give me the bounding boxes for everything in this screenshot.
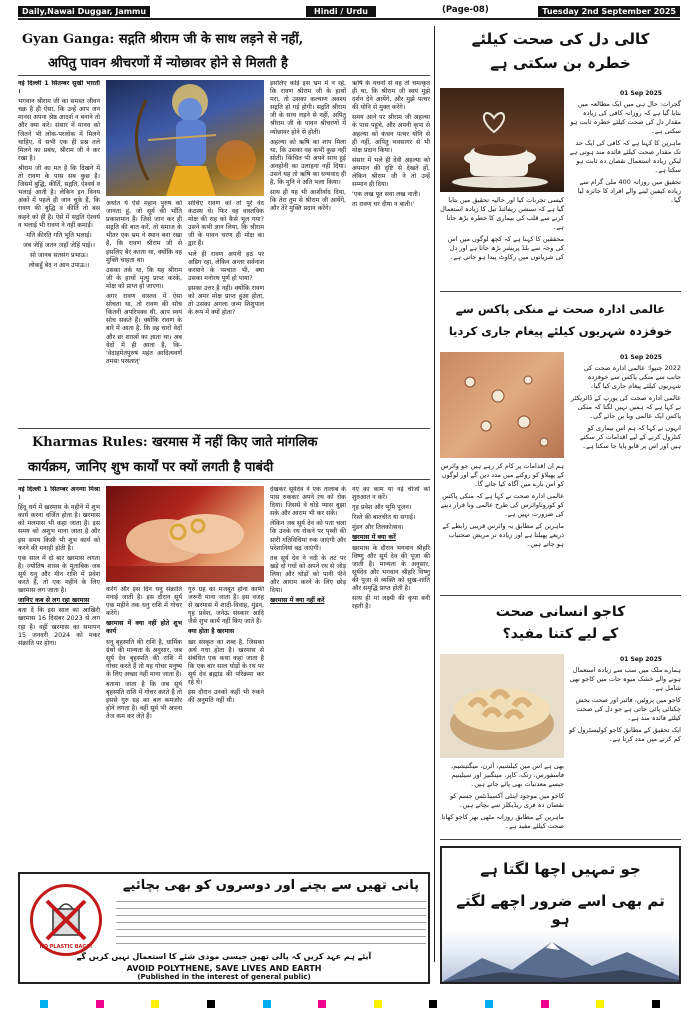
cashew-left-column xyxy=(440,762,564,838)
monkeypox-left-para: ماہرین کے مطابق یہ وائرس قریبی رابطے کے ذریعے پھیلتا ہے اور زیادہ تر مریض صحتیاب ہو جاتے ہیں۔ xyxy=(442,522,564,548)
kharmas-col2-para: बताया जाता है कि जब सूर्य बृहस्पति राशि में गोचर करते हैं तो इससे गुरु ग्रह का बल कमजोर होने लगता है। वहीं सूर्य भी अपना तेज कम कर लेते हैं। xyxy=(106,681,182,721)
monkeypox-left-column xyxy=(440,462,564,592)
gyan-col1-verse: लोकहुँ बेद न आन उपाऊ।। xyxy=(28,261,90,269)
kharmas-column-2 xyxy=(106,586,182,866)
kharmas-col1-dateline: नई दिल्ली 1 सितम्बर अनन्या मिश्रा । xyxy=(18,486,100,502)
gyan-col5-verse: ता रावण घर दीया न बाती।' xyxy=(352,201,415,209)
monkeypox-headline-1: عالمی ادارہ صحت نے منکی پاکس سے xyxy=(455,302,666,316)
gyan-col5-para: संसार में भले ही देवी अहल्या को अपमान की दृष्टि से देखते हों, लेकिन श्रीराम जी ने तो उन्हें सम्मान ही दिया। xyxy=(352,156,430,189)
kharmas-col5-para: रिश्ते की बातचीत या सगाई। xyxy=(352,514,416,522)
gyan-col1-para: श्रीराम जी का मत है कि दिखने में तो रावण के पास सब कुछ है। जिसमें बुद्धि, कीर्ति, सद्गति, ऐश्वर्य व भलाई आती है। लेकिन इन विनय अंकों में पहले ही जान चुके हैं, कि रावण की बुद्धि व कीर्ति तो बस कहने को ही है। ऐसे में सद्गति ऐश्वर्य व भलाई भी रावण ने नहीं कमाई। xyxy=(18,164,100,229)
masthead-date: Tuesday 2nd September 2025 xyxy=(538,6,680,17)
cashew-story xyxy=(440,600,681,840)
masthead xyxy=(18,5,680,20)
kharmas-headline-line-2: कार्यक्रम, जानिए शुभ कार्यों पर क्यों लगती है पाबंदी xyxy=(28,460,274,475)
monkeypox-right-para: عالمی ادارہ صحت کی یورپ کے ڈائریکٹر نے کہا ہے کہ ہمیں نہیں لگتا کہ منکی پاکس ایک عالمی وبا بن جائے گی۔ xyxy=(571,394,681,420)
gyan-column-1 xyxy=(18,80,100,424)
section-divider xyxy=(434,26,435,962)
kharmas-col4-para: तब सूर्य देव ने नदी के तट पर खड़े दो गधों को अपने रथ से जोड़ लिया और घोड़ों को पानी पीने और आराम करने के लिए छोड़ दिया। xyxy=(270,554,346,595)
gyan-col3-para: भले ही रावण अपनी हठ पर अडिग रहा, लेकिन अन्तर सर्वनाश करवाने के पश्चात भी, क्या उसका मनोरथ पूर्ण हो पाया? xyxy=(188,250,264,282)
masthead-language: Hindi / Urdu xyxy=(306,6,376,17)
gyan-column-3 xyxy=(188,200,264,424)
gyan-column-4 xyxy=(270,80,346,424)
monkeypox-story xyxy=(440,296,681,596)
gyan-col1-dateline: नई दिल्ली 1 सितम्बर सुखी भारती । xyxy=(18,80,100,96)
gyan-col3-para: इसका उत्तर है नहीं। क्योंकि रावण को अमर मोक्ष प्राप्त हुआ होता, तो उसका अगला जन्म शिशुपाल के रूप में क्यों होता? xyxy=(188,284,264,317)
kharmas-col1-subhead: जानिए कब से लग रहा खरमास xyxy=(18,597,90,605)
cashew-left-para: کاجو میں موجود اینٹی آکسیڈنٹس جسم کو نقصان دہ فری ریڈیکلز سے بچاتے ہیں۔ xyxy=(449,792,564,809)
gyan-col1-verse: मति कीरति गति भूति भलाई। xyxy=(26,231,92,239)
monkeypox-right-para: انہوں نے کہا کہ ہم اس بیماری کو کنٹرول کرنے کے لیے اقدامات کر سکتے ہیں اور اس پر قابو پایا جا سکتا ہے۔ xyxy=(579,424,681,450)
kharmas-col4-subhead: खरमास में क्या नहीं करें xyxy=(270,597,325,605)
kharmas-col1-para: हिंदू धर्म में खरमास के महीने में शुभ कार्य करना वर्जित होता है। खरमास को मलमास भी कहा जाता है। इस समय को अशुभ माना जाता है और इस समय किसी भी शुभ कार्य को करने की मनाही होती है। xyxy=(18,504,100,552)
kharmas-col2-subhead: खरमास में क्या नहीं होते शुभ कार्य xyxy=(106,620,182,636)
coffee-cup-photo xyxy=(440,88,564,192)
wedding-hands-photo xyxy=(106,486,264,582)
no-plastic-stamp xyxy=(30,884,102,956)
kharmas-column-5 xyxy=(352,486,430,866)
skin-lesions-icon xyxy=(440,352,564,458)
kharmas-col1-para: एक साल में दो बार खरमास लगता है। ज्योतिष शास्त्र के मुताबिक जब सूर्य धनु और मीन राशि में प्रवेश करते हैं, तो एक महीने के लिए खरमास लग जाता है। xyxy=(18,554,100,595)
gyan-col2-para: उसका तर्क था, कि यह श्रीराम जी के हाथों मृत्यु प्राप्त करके, मोक्ष को प्राप्त हो जाएगा। xyxy=(106,266,182,290)
stamp-text: NO PLASTIC BAGS! xyxy=(39,944,93,950)
cashew-bowl-photo xyxy=(440,654,564,758)
kharmas-headline-line-1: Kharmas Rules: खरमास में नहीं किए जाते मांगलिक xyxy=(32,435,318,450)
banner-public-interest: (Published in the interest of general public) xyxy=(137,973,311,981)
gyan-col1-verse: सो जानब सतसंग प्रभाऊ। xyxy=(30,251,88,259)
cashew-bowl-icon xyxy=(440,654,564,758)
coffee-left-para: محققین کا کہنا ہے کہ کچھ لوگوں میں اس کی وجہ سے بلڈ پریشر بڑھ جاتا ہے اور دل کی شریانوں میں رکاوٹ پیدا ہو جاتی ہے۔ xyxy=(447,235,564,261)
gyan-headline-line-2: अपितु पावन श्रीचरणों में न्योछावर होने से मिलती है xyxy=(48,56,288,71)
coffee-right-para: گجرات: حال ہی میں ایک مطالعہ میں بتایا گیا ہے کہ روزانہ کافی کی زیادہ مقدار دل کی صحت کیلئے خطرہ ثابت ہو سکتی ہے۔ xyxy=(570,100,681,135)
kharmas-col3-para: खर संस्कृत का शब्द है, जिसका अर्थ गधा होता है। खरमास से संबंधित एक कथा कहा जाता है कि एक बार साल घोड़ों के रथ पर सूर्य देव ब्रह्मांड की परिक्रमा कर रहे थे। xyxy=(188,638,264,687)
gyan-col4-para: इसलिए कोई इस भ्रम में न रहे, कि रावण श्रीराम जी के हाथों मरा, तो उसका कल्याण अवश्य सद्गति हो गई होगी। सद्गति श्रीराम जी के साथ लड़ने से नहीं, अपितु श्रीराम जी के पावन श्रीचरणों में न्योछावर होने से होती। xyxy=(270,80,346,136)
no-plastic-banner xyxy=(18,872,430,984)
monkeypox-date: 01 Sep 2025 xyxy=(620,354,662,361)
cashew-right-para: ایک تحقیق کے مطابق کاجو کولیسٹرول کو کم کرنے میں مدد کرتا ہے۔ xyxy=(569,726,681,743)
quote-line-1: جو تمہیں اچھا لگتا ہے xyxy=(480,860,641,878)
coffee-headline-2: خطرہ بن سکتی ہے xyxy=(490,54,631,72)
cashew-right-para: ہمارے ملک میں سب سے زیادہ استعمال ہونے والے خشک میوہ جات میں کاجو بھی شامل ہے۔ xyxy=(569,666,681,692)
masthead-paper-name: Daily,Nawai Duggar, Jammu xyxy=(18,6,150,17)
banner-body-placeholder xyxy=(116,898,426,946)
banner-pledge: آیئے ہم عہد کریں کہ پالی تھین جیسی موذی شئے کا استعمال نہیں کریں گے xyxy=(76,952,372,961)
kharmas-col4-para: लेकिन जब सूर्य देव को पता चला कि उनके रथ रोकने पर पृथ्वी की सारी गतिविधियां रुक जाएंगी और परेशानियां बढ़ जाएंगी। xyxy=(270,520,346,552)
registration-strip xyxy=(40,1000,660,1008)
quote-line-2: تم بھی اسے ضرور اچھے لگتے ہو xyxy=(456,892,665,928)
gyan-col5-verse: 'एक लख पूत सवा लख नाती। xyxy=(352,191,421,199)
ram-illustration xyxy=(106,80,264,196)
cashew-date: 01 Sep 2025 xyxy=(620,656,662,663)
kharmas-col4-para: देखकर सूर्यदेव ने एक तालाब के पास रुककर अपने रथ को रोक दिया। जिससे वे घोड़े प्यास बुझा सके और आराम भी कर सकें। xyxy=(270,486,346,518)
monkeypox-right-column xyxy=(568,364,681,592)
coffee-left-column xyxy=(440,196,564,288)
banner-title: پانی تھیں سے بچنے اور دوسروں کو بھی بچائیے xyxy=(122,878,420,893)
mountain-landscape-icon xyxy=(442,936,679,982)
coffee-right-column xyxy=(568,100,681,250)
kharmas-col5-subhead: खरमास में क्या करें xyxy=(352,534,396,542)
coffee-left-para: کیسی تجربات کیا اور حالیہ تحقیق میں بتایا گیا ہے کہ سنشن ریفائنڈ تیل کا زیادہ استعمال کرنے سے قلب کی بیماری کا خطرہ بڑھ جاتا ہے۔ xyxy=(440,196,564,231)
cashew-left-para: بھی ہے اس میں کیلشیم، آئرن، میگنیشیم، فاسفورس، زنک، کاپر، مینگنیز اور سیلینیم جیسے معدنیات بھی پائے جاتے ہیں۔ xyxy=(451,762,564,788)
gyan-headline xyxy=(18,26,430,76)
gyan-column-2 xyxy=(106,200,182,424)
kharmas-col3-para: इस दौरान उनको कहीं भी रुकने की अनुमति नहीं थी। xyxy=(188,689,264,705)
cashew-headline-2: کے لیے کتنا مفید؟ xyxy=(502,626,619,642)
gyan-headline-line-1: Gyan Ganga: सद्गति श्रीराम जी के साथ लड़ने से नहीं, xyxy=(22,32,304,47)
coffee-right-para: تحقیق میں روزانہ 400 ملی گرام سے زیادہ کیفین لینے والے افراد کا جائزہ لیا گیا۔ xyxy=(577,178,681,204)
gyan-col1-para: भगवान श्रीराम जी का समस्त जीवन चक्र है ही ऐसा, कि उन्हें आप जन मानस अपना श्रेष्ठ आदर्श न बनाने तो और क्या करे। संसार में मानव को जितने भी लोक-परलोक में मिलने चाहिए, वे सभी एक ही प्रश्न तले मिलने का प्रबंध, श्रीराम जी ने कर रखा है। xyxy=(18,98,100,162)
cashew-left-para: ماہرین کے مطابق روزانہ مٹھی بھر کاجو کھانا صحت کیلئے مفید ہے۔ xyxy=(441,813,564,830)
banner-english-slogan: AVOID POLYTHENE, SAVE LIVES AND EARTH xyxy=(126,964,322,973)
gyan-col3-para: सोचिए रावण को तो पूरे वेद कंठस्थ थे। फिर वह वास्तविक मोक्ष की राह को कैसे भूल गया? उसने कभी ज्ञान लिया, कि श्रीराम जी के पावन चरण ही मोक्ष का द्वार हैं। xyxy=(188,200,264,248)
gyan-col5-para: समय आने पर श्रीराम जी अहल्या के पास पहुंचे, और अपनी कृपा से अहल्या को कंचन पत्थर योनि से ही नहीं, अपितु भवसागर से भी मोक्ष प्रदान किया। xyxy=(352,114,430,154)
monkeypox-right-para: 2022 جنیوا: عالمی ادارہ صحت کی جانب سے منکی پاکس سے خوفزدہ شہریوں کیلئے پیغام جاری کیا گیا۔ xyxy=(583,364,681,390)
coffee-story xyxy=(440,26,681,292)
masthead-page-number: (Page-08) xyxy=(442,5,489,15)
kharmas-col5-para: मुंडन और तिलकोत्सव। xyxy=(352,524,404,532)
kharmas-col2-para: करेंगे और इस दिन धनु संक्रांति मनाई जाती है। इस दौरान सूर्य एक महीने तक धनु राशि में गोचर करेंगे। xyxy=(106,586,182,618)
cashew-right-para: کاجو میں پروٹین، فائبر اور صحت بخش چکنائی پائی جاتی ہے جو دل کی صحت کیلئے فائدہ مند ہے۔ xyxy=(575,696,681,722)
gyan-col2-para: अगर रावण वास्तव में ऐसा सोचता था, तो रावण की सोच कितनी अपरिपक्व थी, आप स्वयं सोच सकते हैं। क्योंकि रावण के बारे में आता है, कि वह चारों वेदों और छः शास्त्रों का ज्ञाता था। अब वेदों में ही आता है, कि-'वेदाहमेतंपुरुषं महंत आदित्यवर्णं तमसः परस्तात्' xyxy=(106,293,182,365)
kharmas-column-4 xyxy=(270,486,346,866)
kharmas-column-1 xyxy=(18,486,100,866)
kharmas-column-3 xyxy=(188,586,264,866)
gyan-col1-verse: जब जेहिं जतन जहाँ जेहिं पाई।। xyxy=(22,241,96,249)
quote-box xyxy=(440,846,681,984)
gyan-column-5 xyxy=(352,80,430,424)
kharmas-col1-para: बता दें कि इस साल का आखिरी खरमास 16 दिसंबर 2023 से लग रहा है। वहीं खरमास का समापन 15 जनवरी 2024 को मकर संक्रांति पर होगा। xyxy=(18,607,100,647)
coffee-date: 01 Sep 2025 xyxy=(620,90,662,97)
cashew-right-column xyxy=(568,666,681,836)
kharmas-headline xyxy=(18,428,430,480)
gyan-col5-para: ऋषि के वचनों से वह तो चमत्कृत ही था, कि श्रीराम जी स्वयं मुझे दर्शन देने आयेंगे, और मुझे पत्थर की योनि से मुक्त करेंगे। xyxy=(352,80,430,112)
ram-figure-icon xyxy=(106,80,264,196)
gyan-col2-para: अर्थात ये ऐसे महान पुरुष को जानता हूं, जो सूर्य की भाँति प्रकाशमान हैं। जिसे जान कर ही सद्गति की बात करें, तो समाज के भीतर एक भ्रम ने स्थान बना रखा है, कि रावण श्रीराम जी से इसलिए बैर करता था, क्योंकि वह मुक्ति चाहता था। xyxy=(106,200,182,264)
monkeypox-headline-2: خوفزدہ شہریوں کیلئے پیغام جاری کردیا xyxy=(448,324,673,338)
gyan-col4-para: साथ ही यह भी आशीर्वाद दिया, कि तेरा तुम से श्रीराम जी आयेंगे, और तेरे मुक्ति प्रदान करेंगे। xyxy=(270,189,346,213)
kharmas-col5-para: साथ ही मां लक्ष्मी की कृपा बनी रहती है। xyxy=(352,595,430,611)
coffee-headline-1: کالی دل کی صحت کیلئے xyxy=(471,30,650,48)
hands-rings-icon xyxy=(106,486,264,582)
kharmas-col3-subhead: क्या होता है खरमास xyxy=(188,628,235,636)
hindi-section xyxy=(18,26,430,981)
monkeypox-left-para: عالمی ادارہ صحت نے کہا ہے کہ منکی پاکس کو کوروناوائرس کی طرح عالمی وبا قرار دینے کی ضرورت نہیں ہے۔ xyxy=(440,492,564,518)
kharmas-col5-para: खरमास के दौरान भगवान श्रीहरि विष्णु और सूर्य देव की पूजा की जाती है। मान्यता के अनुसार, सूर्यदेव और भगवान श्रीहरि विष्णु की पूजा से व्यक्ति को सुख-शांति और समृद्धि प्राप्त होती है। xyxy=(352,544,430,593)
monkeypox-hand-photo xyxy=(440,352,564,458)
monkeypox-left-para: ہم ان اقدامات پر کام کر رہے ہیں جو وائرس کے پھیلاؤ کو روکنے میں مدد دیں گے اور لوگوں کو اس بارے میں آگاہ کیا جائے گا۔ xyxy=(440,462,564,488)
coffee-heart-icon xyxy=(440,88,564,192)
kharmas-col5-para: गृह प्रवेश और भूमि पूजन। xyxy=(352,504,412,512)
cashew-headline-1: کاجو انسانی صحت xyxy=(495,604,626,620)
kharmas-col3-para: गुरु ग्रह का मजबूत होना काफी जरूरी माना जाता है। इस वजह से खरमास में शादी-विवाह, मुंडन, गृह प्रवेश, जनेऊ संस्कार आदि जैसे शुभ कार्य नहीं किए जाते हैं। xyxy=(188,586,264,626)
gyan-col4-para: अहल्या को ऋषि का शाप मिला था, कि उसका वह कभी कुछ नहीं सोती। किंचित भी अपने साथ हुई अनहोनी का उलाहना नहीं दिया। उसने यह तो ऋषि का धन्यवाद ही है, कि मुनि ने अति भला किया। xyxy=(270,138,346,187)
coffee-right-para: ماہرین کا کہنا ہے کہ کافی کی ایک حد تک مقدار صحت کیلئے فائدہ مند ہوتی ہے لیکن زیادہ استعمال نقصان دہ ثابت ہو سکتا ہے۔ xyxy=(569,139,681,174)
kharmas-col5-para: नए का काम या नई चीजों को शुरुआत न करें। xyxy=(352,486,430,502)
kharmas-col2-para: धनु बृहस्पति की राशि है, धार्मिक ग्रंथों की मान्यता के अनुसार, जब सूर्य देव बृहस्पति की राशि में गोचर करते हैं तो यह गोचर मनुष्य के लिए अच्छा नहीं माना जाता है। xyxy=(106,638,182,678)
urdu-section xyxy=(440,26,681,962)
